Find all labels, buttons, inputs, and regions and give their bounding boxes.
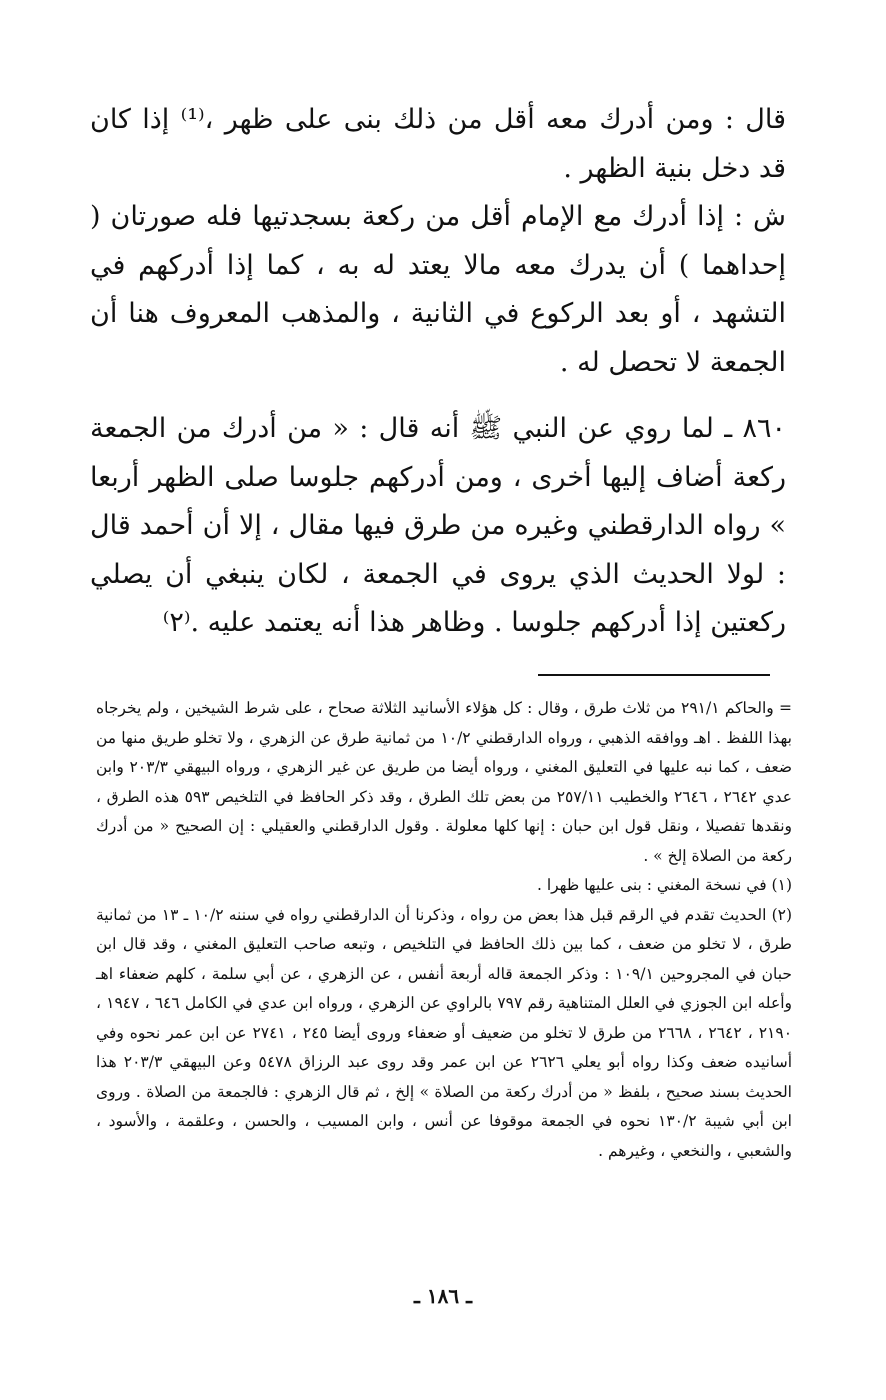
hadith-number: ٨٦٠ ـ [724,413,786,444]
footnotes [96,694,792,1166]
footnote-2: (٢) الحديث تقدم في الرقم قبل هذا بعض من رواه ، وذكرنا أن الدارقطني رواه في سننه ١٠/٢ ـ ١٣ من ثمانية طرق ، لا تخلو من ضعف ، كما بين ذلك الحافظ في التلخيص ، وتبعه صاحب التعليق المغني ، وقد قال ابن حبان في المجروحين ١٠٩/١ : وذكر الجمعة قاله أربعة أنفس ، عن الزهري ، عن أبي سلمة ، كلهم ضعفاء اهـ وأعله ابن الجوزي في العلل المتناهية رقم ٧٩٧ بالراوي عن الزهري ، ورواه ابن عدي في الكامل ٦٤٦ ، ١٩٤٧ ، ٢١٩٠ ، ٢٦٤٢ ، ٢٦٦٨ من طرق لا تخلو من ضعيف أو ضعفاء وروى أيضا ٢٤٥ ، ٢٧٤١ عن ابن عمر نحوه وفي أسانيده ضعف وكذا رواه أبو يعلي ٢٦٢٦ عن ابن عمر وقد روى عبد الرزاق ٥٤٧٨ وعن البيهقي ٢٠٣/٣ هذا الحديث بسند صحيح ، بلفظ « من أدرك ركعة من الصلاة » إلخ ، ثم قال الزهري : فالجمعة من الصلاة . وروى ابن أبي شيبة ١٣٠/٢ نحوه في الجمعة موقوفا عن أنس ، وابن المسيب ، والحسن ، وعلقمة ، والأسود ، والشعبي ، والنخعي ، وغيرهم . [96,905,793,1160]
paragraph-1: قال : ومن أدرك معه أقل من ذلك بنى على ظهر ،⁽¹⁾ إذا كان قد دخل بنية الظهر . [90,104,786,184]
hadith-860 [90,405,786,648]
footnote-separator [538,674,770,676]
footnote-1: (١) في نسخة المغني : بنى عليها ظهرا . [536,876,792,894]
footnote-continuation: = والحاكم ٢٩١/١ من ثلاث طرق ، وقال : كل هؤلاء الأسانيد الثلاثة صحاح ، على شرط الشيخين ، ولم يخرجاه بهذا اللفظ . اهـ ووافقه الذهبي ، ورواه الدارقطني ١٠/٢ من ثمانية طرق عن الزهري ، ولا تخلو طريق منها من ضعف ، كما نبه عليها في التعليق المغني ، ورواه أيضا من طريق عن غير الزهري ، ورواه البيهقي ٢٠٣/٣ وابن عدي ٢٦٤٢ ، ٢٦٤٦ والخطيب ٢٥٧/١١ من بعض تلك الطرق ، وقد ذكر الحافظ في التلخيص ٥٩٣ هذه الطرق ، ونقدها تفصيلا ، ونقل قول ابن حبان : إنها كلها معلولة . وقول الدارقطني والعقيلي : إن الصحيح « من أدرك ركعة من الصلاة إلخ » . [96,699,793,865]
main-text [90,96,786,648]
paragraph-2: ش : إذا أدرك مع الإمام أقل من ركعة بسجدتيها فله صورتان ( إحداهما ) أن يدرك معه مالا يعتد له به ، كما إذا أدركهم في التشهد ، أو بعد الركوع في الثانية ، والمذهب المعروف هنا أن الجمعة لا تحصل له . [90,201,786,378]
hadith-text: لما روي عن النبي ﷺ أنه قال : « من أدرك من الجمعة ركعة أضاف إليها أخرى ، ومن أدركهم جلوسا صلى الظهر أربعا » رواه الدارقطني وغيره من طرق فيها مقال ، إلا أن أحمد قال : لولا الحديث الذي يروى في الجمعة ، لكان ينبغي أن يصلي ركعتين إذا أدركهم جلوسا . وظاهر هذا أنه يعتمد عليه .⁽٢⁾ [90,413,786,638]
page-number: ـ ١٨٦ ـ [414,1284,472,1308]
